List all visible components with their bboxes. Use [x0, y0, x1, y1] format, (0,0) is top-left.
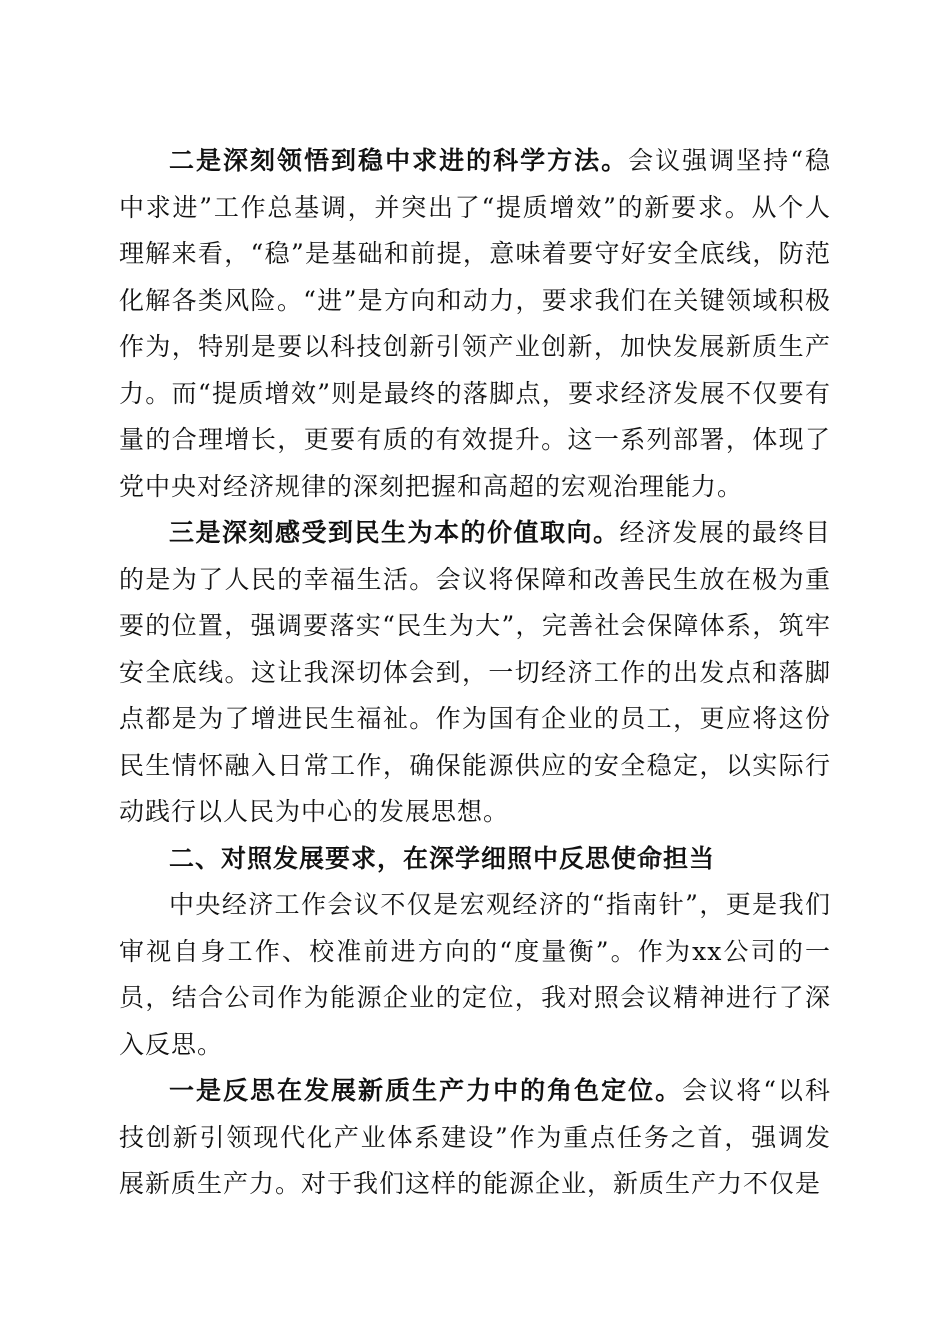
- document-body: [119, 138, 831, 1208]
- paragraph-people-livelihood: [119, 510, 831, 836]
- paragraph-lead: 一是反思在发展新质生产力中的角色定位。: [169, 1076, 683, 1105]
- paragraph-text: 会议强调坚持“稳中求进”工作总基调，并突出了“提质增效”的新要求。从个人理解来看，“稳”是基础和前提，意味着要守好安全底线，防范化解各类风险。“进”是方向和动力，要求我们在关键领域积极作为，特别是要以科技创新引领产业创新，加快发展新质生产力。而“提质增效”则是最终的落脚点，要求经济发展不仅要有量的合理增长，更要有质的有效提升。这一系列部署，体现了党中央对经济规律的深刻把握和高超的宏观治理能力。: [119, 146, 831, 501]
- paragraph-steady-progress: [119, 138, 831, 510]
- section-heading: 二、对照发展要求，在深学细照中反思使命担当: [169, 843, 716, 873]
- paragraph-lead: 二是深刻领悟到稳中求进的科学方法。: [169, 146, 629, 175]
- paragraph-intro: 中央经济工作会议不仅是宏观经济的“指南针”，更是我们审视自身工作、校准前进方向的“度量衡”。作为xx公司的一员，结合公司作为能源企业的定位，我对照会议精神进行了深入反思。: [119, 890, 831, 1059]
- paragraph-new-productivity: [119, 1068, 831, 1208]
- paragraph-lead: 三是深刻感受到民生为本的价值取向。: [169, 518, 620, 547]
- paragraph-text: 会议将“以科技创新引领现代化产业体系建设”作为重点任务之首，强调发展新质生产力。对于我们这样的能源企业，新质生产力不仅是: [119, 1076, 831, 1198]
- paragraph-text: 经济发展的最终目的是为了人民的幸福生活。会议将保障和改善民生放在极为重要的位置，强调要落实“民生为大”，完善社会保障体系，筑牢安全底线。这让我深切体会到，一切经济工作的出发点和落脚点都是为了增进民生福祉。作为国有企业的员工，更应将这份民生情怀融入日常工作，确保能源供应的安全稳定，以实际行动践行以人民为中心的发展思想。: [119, 518, 831, 826]
